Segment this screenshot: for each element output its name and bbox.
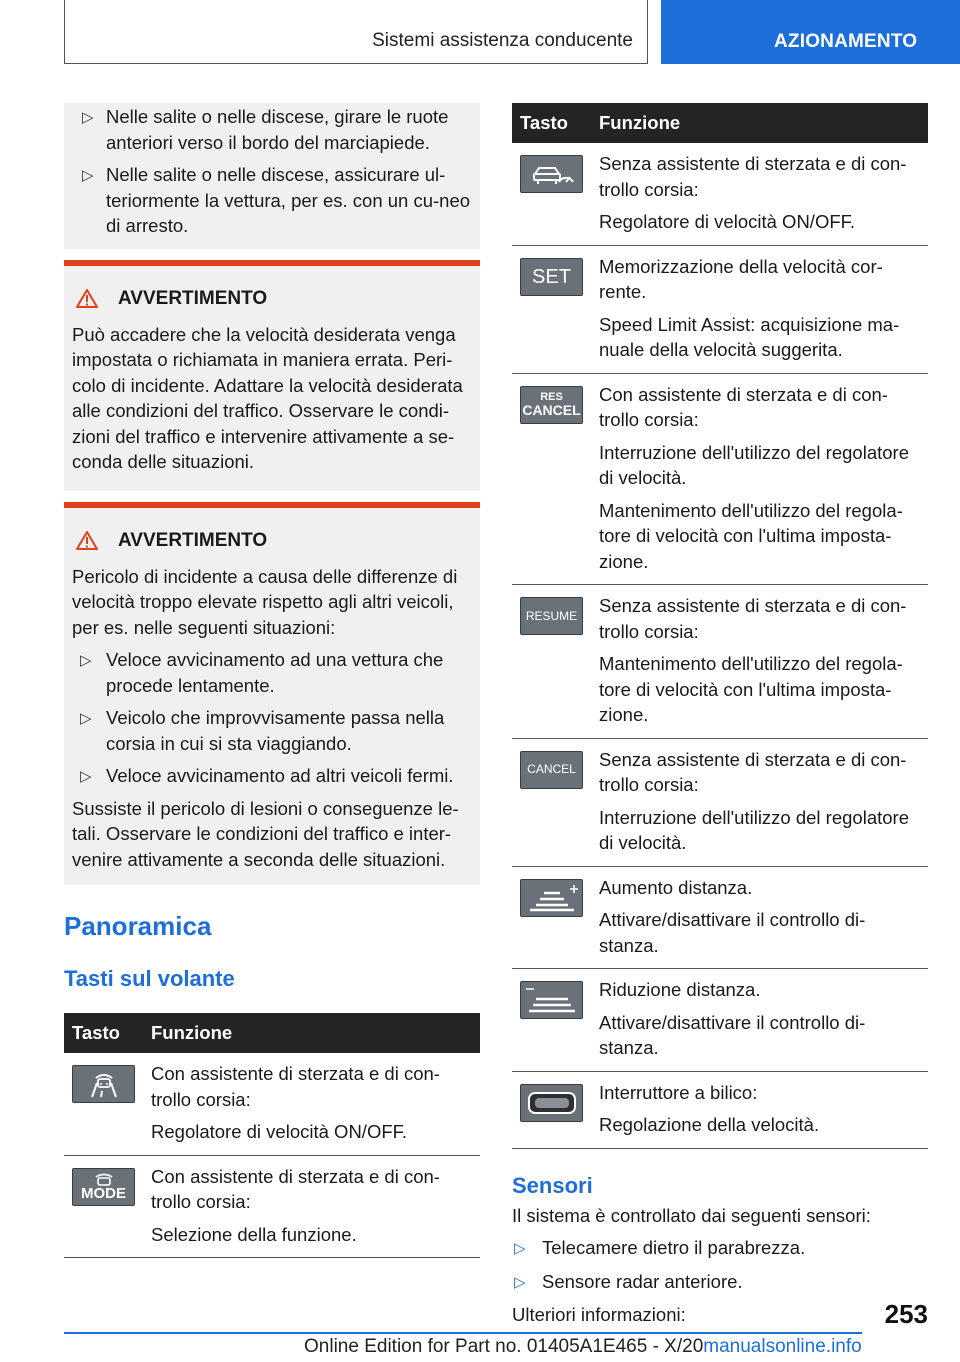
page-number: 253: [884, 1299, 928, 1329]
warning-intro: Pericolo di incidente a causa delle differenze di velocità troppo elevate rispetto agli altri veicoli, per es. nelle seguenti situazioni:: [72, 565, 458, 638]
list-item: ▷ Veicolo che improvvisamente passa nella corsia in cui si sta viaggiando.: [72, 705, 472, 756]
rocker-switch-icon: [520, 1084, 583, 1122]
res-cancel-button-icon: RES CANCEL: [520, 386, 583, 424]
sensors-outro: Ulteriori informazioni:: [512, 1304, 686, 1325]
mode-button-icon: MODE: [72, 1168, 135, 1206]
distance-decrease-icon: [520, 981, 583, 1019]
warning-box-2: [64, 502, 480, 885]
bullet-triangle-icon: ▷: [514, 1273, 526, 1291]
warning-title: AVVERTIMENTO: [118, 530, 268, 551]
bullet-triangle-icon: ▷: [82, 109, 94, 126]
list-item: ▷ Telecamere dietro il parabrezza.: [512, 1235, 928, 1262]
col-header-function: Funzione: [143, 1013, 480, 1053]
set-button-icon: SET: [520, 258, 583, 296]
list-item: ▷ Veloce avvicinamento ad altri veicoli fermi.: [72, 763, 472, 790]
bullet-triangle-icon: ▷: [514, 1240, 526, 1257]
warning-triangle-icon: [76, 531, 98, 550]
table-row: RESUME Senza assistente di sterzata e di con-trollo corsia: Mantenimento dell'utilizzo del regola-tore di velocità con l'ultima imposta-zione.: [512, 585, 928, 739]
header-chapter-title: AZIONAMENTO: [774, 31, 918, 52]
footer-edition: Online Edition for Part no. 01405A1E465 - X/20manualsonline.info: [304, 1336, 862, 1357]
col-header-key: Tasto: [512, 103, 591, 143]
warning-title: AVVERTIMENTO: [118, 288, 268, 309]
right-key-table: [512, 103, 928, 1149]
col-header-function: Funzione: [591, 103, 928, 143]
header-section-box: [64, 0, 648, 64]
distance-increase-icon: [520, 879, 583, 917]
header-chapter-tab: [661, 0, 960, 64]
sensors-title: Sensori: [512, 1172, 593, 1198]
table-row: MODE Con assistente di sterzata e di con-trollo corsia: Selezione della funzione.: [64, 1155, 480, 1258]
list-item: ▷ Nelle salite o nelle discese, assicurare ul-teriormente la vettura, per es. con un cu-neo di arresto.: [64, 162, 480, 239]
list-item: ▷ Nelle salite o nelle discese, girare le ruote anteriori verso il bordo del marciapiede.: [64, 104, 480, 155]
warning-triangle-icon: [76, 289, 98, 308]
cruise-control-icon: [520, 155, 583, 193]
table-row: Riduzione distanza. Attivare/disattivare il controllo di-stanza.: [512, 969, 928, 1072]
bullet-triangle-icon: ▷: [82, 167, 94, 184]
table-row: Senza assistente di sterzata e di con-trollo corsia: Regolatore di velocità ON/OFF.: [512, 143, 928, 245]
warning-outro: Sussiste il pericolo di lesioni o conseguenze le-tali. Osservare le condizioni del traffico e inter-venire attivamente a seconda delle situazioni.: [72, 797, 459, 870]
watermark-text: manualsonline.info: [703, 1336, 862, 1357]
steering-assist-icon: [72, 1065, 135, 1103]
warning-box-1: [64, 260, 480, 491]
header-section-title: Sistemi assistenza conducente: [372, 30, 633, 51]
list-item: ▷ Sensore radar anteriore.: [512, 1269, 928, 1296]
right-column: [512, 103, 928, 1328]
bullet-triangle-icon: ▷: [80, 768, 92, 785]
warning-text: Può accadere che la velocità desiderata venga impostata o richiamata in maniera errata. Peri-colo di incidente. Adattare la velocità desiderata alle condizioni del traffico. Osservare le condi-zioni del traffico e intervenire attivamente a se-conda delle situazioni.: [72, 323, 463, 472]
table-row: Aumento distanza. Attivare/disattivare il controllo di-stanza.: [512, 866, 928, 969]
left-key-table: [64, 1013, 480, 1258]
col-header-key: Tasto: [64, 1013, 143, 1053]
list-item: ▷ Veloce avvicinamento ad una vettura che procede lentamente.: [72, 647, 472, 698]
section-title: Panoramica: [64, 911, 212, 941]
bullet-triangle-icon: ▷: [80, 652, 92, 669]
table-row: Interruttore a bilico: Regolazione della velocità.: [512, 1071, 928, 1148]
intro-bullet-box: [64, 103, 480, 249]
footer-divider: [64, 1332, 862, 1334]
table-row: CANCEL Senza assistente di sterzata e di con-trollo corsia: Interruzione dell'utilizzo del regolatore di velocità.: [512, 738, 928, 866]
table-row: RES CANCEL Con assistente di sterzata e di con-trollo corsia: Interruzione dell'utilizzo del regolatore di velocità. Mantenimento dell'utilizzo del regola-tore di velocità con l'ultima imposta-zione.: [512, 373, 928, 585]
bullet-triangle-icon: ▷: [80, 710, 92, 727]
left-column: [64, 103, 480, 1245]
table-row: SET Memorizzazione della velocità cor-rente. Speed Limit Assist: acquisizione ma-nuale della velocità suggerita.: [512, 245, 928, 373]
cancel-button-icon: CANCEL: [520, 751, 583, 789]
sensors-intro: Il sistema è controllato dai seguenti sensori:: [512, 1204, 871, 1226]
table-row: Con assistente di sterzata e di con-trollo corsia: Regolatore di velocità ON/OFF.: [64, 1053, 480, 1155]
subsection-title: Tasti sul volante: [64, 966, 235, 991]
resume-button-icon: RESUME: [520, 597, 583, 635]
